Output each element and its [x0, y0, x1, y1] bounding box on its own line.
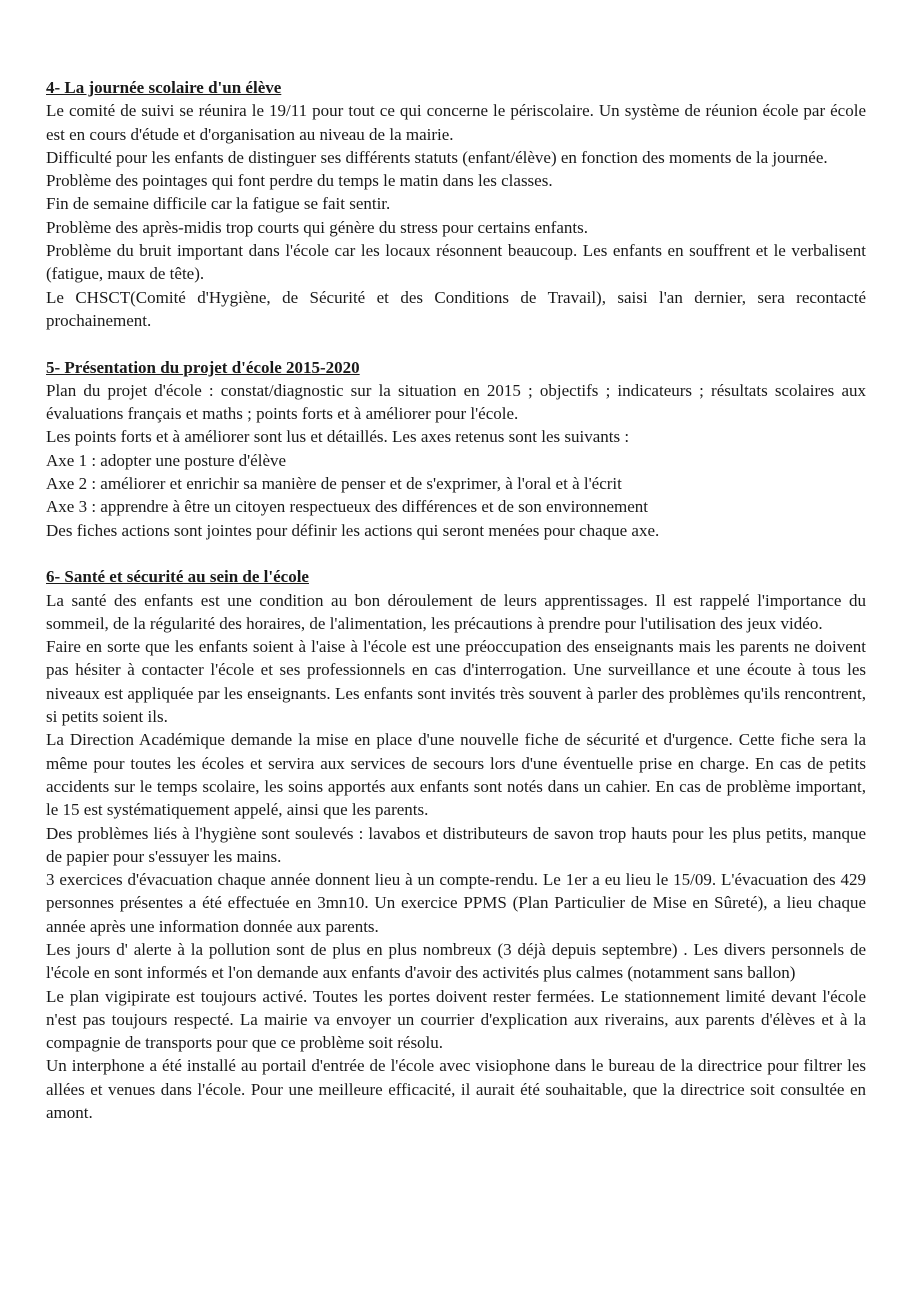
paragraph: Le plan vigipirate est toujours activé. Toutes les portes doivent rester fermées. Le stationnement limité devant l'école n'est pas toujours respecté. La mairie va envoyer un courrier d'explication aux riverains, aux parents d'élèves et à la compagnie de transports pour que ce problème soit résolu.	[46, 986, 866, 1053]
paragraph: Un interphone a été installé au portail d'entrée de l'école avec visiophone dans le bureau de la directrice pour filtrer les allées et venues dans l'école. Pour une meilleure efficacité, il aurait été souhaitable, que la directrice soit consultée en amont.	[46, 1056, 866, 1123]
paragraph: Problème des pointages qui font perdre du temps le matin dans les classes.	[46, 171, 553, 191]
section-title: 6- Santé et sécurité au sein de l'école	[46, 567, 309, 587]
section-title: 5- Présentation du projet d'école 2015-2020	[46, 357, 360, 377]
paragraph: Problème des après-midis trop courts qui génère du stress pour certains enfants.	[46, 217, 588, 237]
list-item-axe-2: Axe 2 : améliorer et enrichir sa manière de penser et de s'exprimer, à l'oral et à l'écrit	[46, 474, 622, 494]
paragraph: Faire en sorte que les enfants soient à l'aise à l'école est une préoccupation des enseignants mais les parents ne doivent pas hésiter à contacter l'école et ses professionnels en cas d'interrogation. Une surveillance et une écoute à tous les niveaux est appliquée par les enseignants. Les enfants sont invités très souvent à parler des problèmes qu'ils rencontrent, si petits soient ils.	[46, 637, 866, 727]
paragraph: Des fiches actions sont jointes pour définir les actions qui seront menées pour chaque axe.	[46, 520, 660, 540]
paragraph: Le comité de suivi se réunira le 19/11 pour tout ce qui concerne le périscolaire. Un système de réunion école par école est en cours d'étude et d'organisation au niveau de la mairie.	[46, 101, 866, 144]
section-title: 4- La journée scolaire d'un élève	[46, 78, 282, 97]
paragraph: Le CHSCT(Comité d'Hygiène, de Sécurité et des Conditions de Travail), saisi l'an dernier, sera recontacté prochainement.	[46, 287, 866, 330]
paragraph: Fin de semaine difficile car la fatigue se fait sentir.	[46, 194, 391, 214]
paragraph: Les jours d' alerte à la pollution sont de plus en plus nombreux (3 déjà depuis septembre) . Les divers personnels de l'école en sont informés et l'on demande aux enfants d'avoir des activités plus calmes (notamment sans ballon)	[46, 939, 866, 983]
paragraph: Difficulté pour les enfants de distinguer ses différents statuts (enfant/élève) en fonction des moments de la journée.	[46, 147, 828, 167]
paragraph: Des problèmes liés à l'hygiène sont soulevés : lavabos et distributeurs de savon trop hauts pour les plus petits, manque de papier pour s'essuyer les mains.	[46, 823, 866, 866]
paragraph: La Direction Académique demande la mise en place d'une nouvelle fiche de sécurité et d'urgence. Cette fiche sera la même pour toutes les écoles et servira aux services de secours lors d'une éventuelle prise en charge. En cas de petits accidents sur le temps scolaire, les soins apportés aux enfants sont notés dans un cahier. En cas de problème important, le 15 est systématiquement appelé, ainsi que les parents.	[46, 730, 866, 820]
list-item-axe-3: Axe 3 : apprendre à être un citoyen respectueux des différences et de son environnement	[46, 497, 648, 517]
section-journee-scolaire	[46, 76, 866, 332]
list-item-axe-1: Axe 1 : adopter une posture d'élève	[46, 450, 287, 470]
document-page	[46, 76, 866, 1148]
paragraph: 3 exercices d'évacuation chaque année donnent lieu à un compte-rendu. Le 1er a eu lieu le 15/09. L'évacuation des 429 personnes présentes a été effectuée en 3mn10. Un exercice PPMS (Plan Particulier de Mise en Sûreté), a lieu chaque année après une information donnée aux parents.	[46, 870, 866, 936]
paragraph: Problème du bruit important dans l'école car les locaux résonnent beaucoup. Les enfants en souffrent et le verbalisent (fatigue, maux de tête).	[46, 241, 866, 284]
section-projet-ecole	[46, 356, 866, 542]
paragraph: Les points forts et à améliorer sont lus et détaillés. Les axes retenus sont les suivants :	[46, 427, 630, 447]
paragraph: La santé des enfants est une condition au bon déroulement de leurs apprentissages. Il est rappelé l'importance du sommeil, de la régularité des horaires, de l'alimentation, les précautions à prendre pour l'utilisation des jeux vidéo.	[46, 590, 866, 633]
paragraph: Plan du projet d'école : constat/diagnostic sur la situation en 2015 ; objectifs ; indicateurs ; résultats scolaires aux évaluations français et maths ; points forts et à améliorer pour l'école.	[46, 380, 866, 424]
section-sante-securite	[46, 565, 866, 1124]
